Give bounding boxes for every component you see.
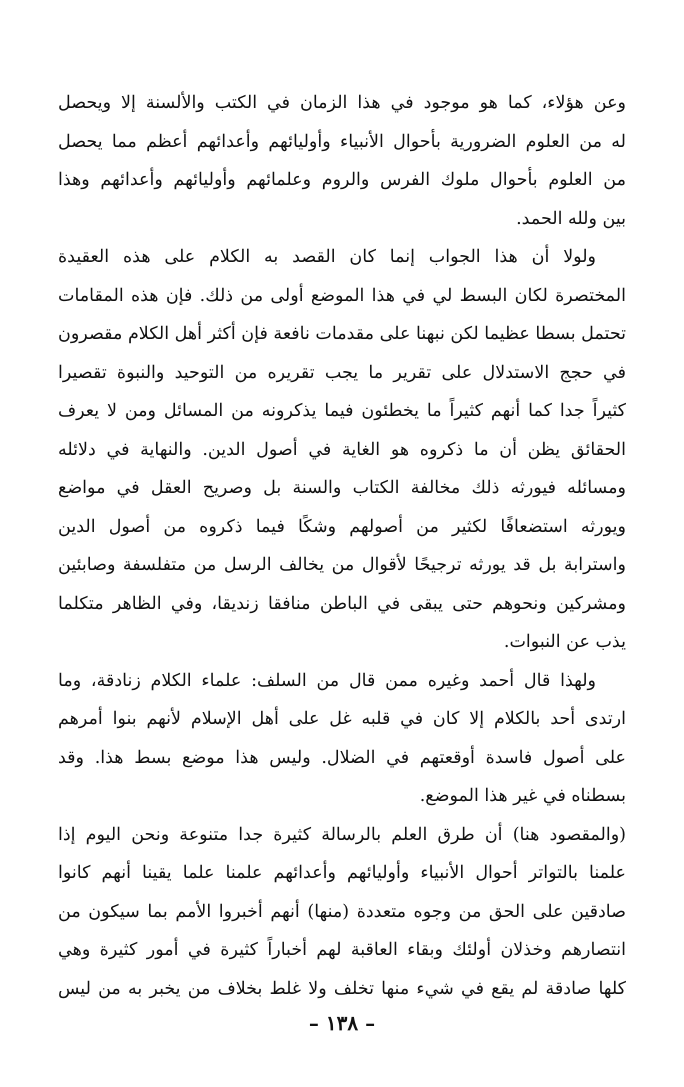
text-line: في حجج الاستدلال على تقرير ما يجب تقريره من التوحيد والنبوة تقصيرا	[58, 362, 626, 383]
text-line: بين ولله الحمد.	[516, 208, 626, 229]
text-line: علمنا بالتواتر أحوال الأنبياء وأوليائهم وأعدائهم علمنا علما يقينا أنهم كانوا	[58, 863, 626, 883]
text-line: واسترابة بل قد يورثه ترجيحًا لأقوال من يخالف الرسل من متفلسفة وصابئين	[58, 555, 626, 575]
text-line: يذب عن النبوات.	[503, 632, 626, 652]
text-line: له من العلوم الضرورية بأحوال الأنبياء وأوليائهم وأعدائهم أعظم مما يحصل	[58, 131, 626, 152]
text-line: ومشركين ونحوهم حتى يبقى في الباطن منافقا زنديقا، وفي الظاهر متكلما	[58, 593, 626, 614]
body-text	[58, 84, 626, 1008]
text-line: ومسائله فيورثه ذلك مخالفة الكتاب والسنة بل وصريح العقل في مواضع	[58, 478, 626, 498]
text-line: انتصارهم وخذلان أولئك وبقاء العاقبة لهم أخباراً كثيرة في أمور كثيرة وهي	[58, 940, 626, 960]
text-line: كثيراً جدا كما أنهم كثيراً ما يخطئون فيما يذكرونه من المسائل ومن لا يعرف	[58, 401, 626, 421]
text-line: وعن هؤلاء، كما هو موجود في هذا الزمان في الكتب والألسنة إلا ويحصل	[58, 93, 626, 113]
text-line: (والمقصود هنا) أن طرق العلم بالرسالة كثيرة جدا متنوعة ونحن اليوم إذا	[58, 824, 626, 845]
text-line: ارتدى أحد بالكلام إلا كان في قلبه غل على أهل الإسلام لأنهم بنوا أمرهم	[58, 709, 626, 729]
text-line: المختصرة لكان البسط لي في هذا الموضع أولى من ذلك. فإن هذه المقامات	[58, 285, 626, 306]
text-line: بسطناه في غير هذا الموضع.	[419, 786, 626, 806]
text-line: تحتمل بسطا عظيما لكن نبهنا على مقدمات نافعة فإن أكثر أهل الكلام مقصرون	[58, 324, 626, 344]
text-line: ولولا أن هذا الجواب إنما كان القصد به الكلام على هذه العقيدة	[58, 247, 596, 267]
text-line: على أصول فاسدة أوقعتهم في الضلال. وليس هذا موضع بسط هذا. وقد	[58, 747, 626, 768]
text-line: صادقين على الحق من وجوه متعددة (منها) أنهم أخبروا الأمم بما سيكون من	[58, 901, 626, 922]
text-line: ويورثه استضعافًا لكثير من أصولهم وشكًا فيما ذكروه من أصول الدين	[58, 516, 626, 537]
text-line: كلها صادقة لم يقع في شيء منها تخلف ولا غلط بخلاف من يخبر به من ليس	[58, 978, 626, 999]
text-line: ولهذا قال أحمد وغيره ممن قال من السلف: علماء الكلام زنادقة، وما	[58, 670, 596, 691]
text-line: من العلوم بأحوال ملوك الفرس والروم وعلمائهم وأوليائهم وأعدائهم وهذا	[58, 170, 626, 190]
text-line: الحقائق يظن أن ما ذكروه هو الغاية في أصول الدين. والنهاية في دلائله	[58, 439, 626, 460]
page-number: – ١٣٨ –	[308, 1011, 376, 1035]
